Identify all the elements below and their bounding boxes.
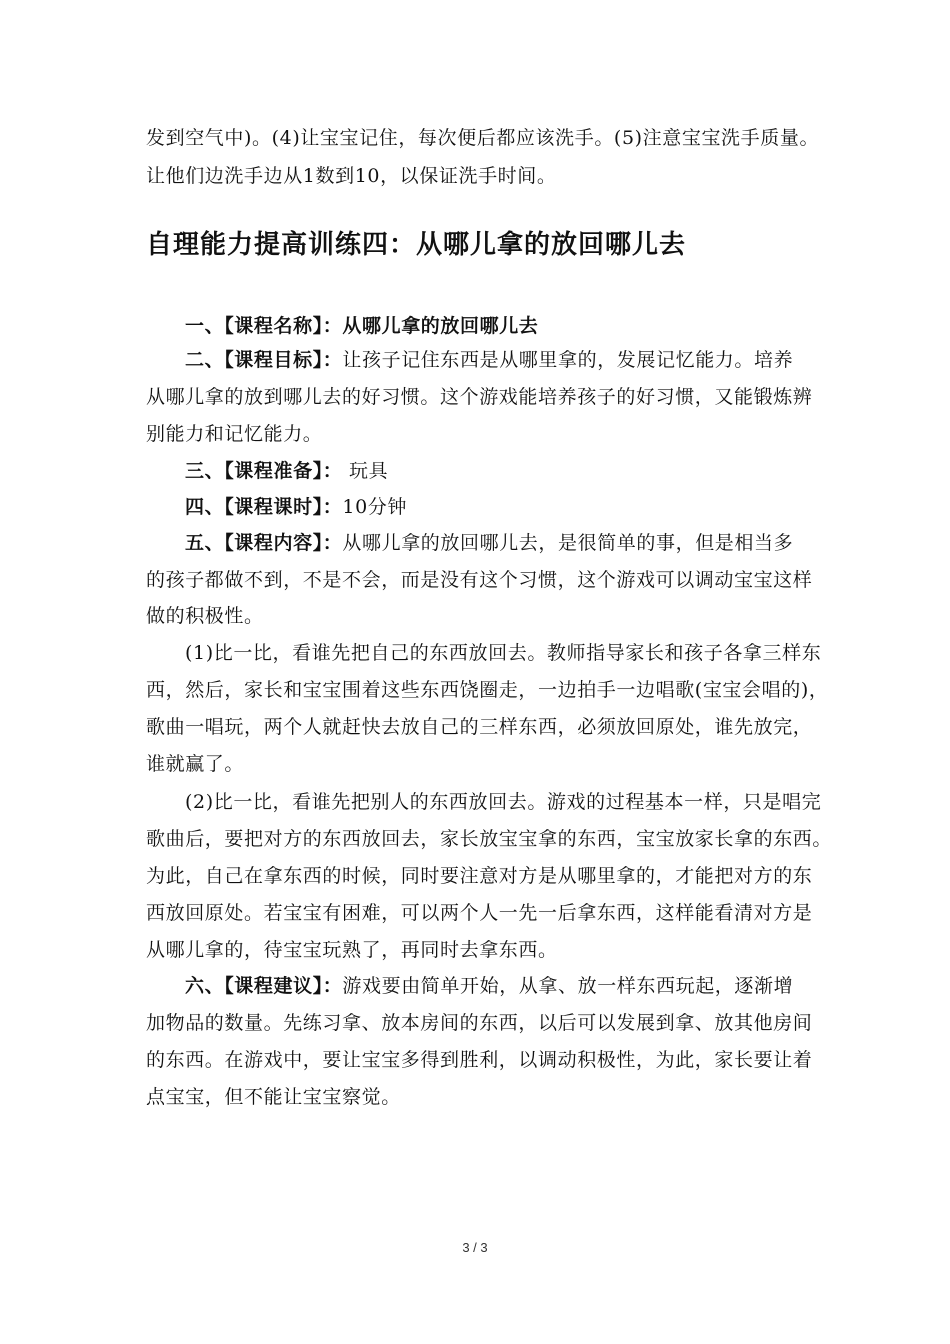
section-title: 自理能力提高训练四：从哪儿拿的放回哪儿去 [146,230,687,260]
item-label: 五、【课程内容】： [185,532,343,554]
item-text: 10分钟 [342,496,407,518]
item-text: 游戏要由简单开始，从拿、放一样东西玩起，逐渐增 [342,975,794,997]
item-label: 四、【课程课时】： [185,496,343,518]
item-label: 三、【课程准备】： [185,460,343,482]
item-course-hours [185,494,407,520]
item-text: 从哪儿拿的放回哪儿去 [342,315,539,337]
paragraph-line: 谁就赢了。 [146,753,245,775]
item-label: 六、【课程建议】： [185,975,343,997]
intro-line: 发到空气中)。(4)让宝宝记住，每次便后都应该洗手。(5)注意宝宝洗手质量。 [146,127,820,149]
paragraph-line: 的东西。在游戏中，要让宝宝多得到胜利，以调动积极性，为此，家长要让着 [146,1049,813,1071]
paragraph-line: 加物品的数量。先练习拿、放本房间的东西，以后可以发展到拿、放其他房间 [146,1012,813,1034]
paragraph-line: 别能力和记忆能力。 [146,423,323,445]
paragraph-line: 西放回原处。若宝宝有困难，可以两个人一先一后拿东西，这样能看清对方是 [146,902,813,924]
item-course-advice [185,973,793,999]
intro-line: 让他们边洗手边从1数到10，以保证洗手时间。 [146,165,557,187]
item-label: 一、【课程名称】： [185,315,343,337]
item-course-prep [185,458,388,484]
item-text: 从哪儿拿的放回哪儿去，是很简单的事，但是相当多 [342,532,794,554]
item-label: 二、【课程目标】： [185,349,343,371]
paragraph-line: 从哪儿拿的，待宝宝玩熟了，再同时去拿东西。 [146,939,558,961]
paragraph-line: 的孩子都做不到，不是不会，而是没有这个习惯，这个游戏可以调动宝宝这样 [146,569,813,591]
item-course-goal [185,347,793,373]
paragraph-line: 从哪儿拿的放到哪儿去的好习惯。这个游戏能培养孩子的好习惯，又能锻炼辨 [146,386,813,408]
item-course-content [185,530,793,556]
paragraph-line: 歌曲后，要把对方的东西放回去，家长放宝宝拿的东西，宝宝放家长拿的东西。 [146,828,833,850]
item-course-name [185,313,538,339]
paragraph-line: 西，然后，家长和宝宝围着这些东西饶圈走，一边拍手一边唱歌(宝宝会唱的)， [146,679,829,701]
paragraph-line: (1)比一比，看谁先把自己的东西放回去。教师指导家长和孩子各拿三样东 [185,642,822,664]
paragraph-line: (2)比一比，看谁先把别人的东西放回去。游戏的过程基本一样，只是唱完 [185,791,822,813]
paragraph-line: 做的积极性。 [146,605,264,627]
item-text: 让孩子记住东西是从哪里拿的，发展记忆能力。培养 [342,349,794,371]
paragraph-line: 歌曲一唱玩，两个人就赶快去放自己的三样东西，必须放回原处，谁先放完， [146,716,813,738]
page-number: 3 / 3 [462,1240,488,1255]
paragraph-line: 点宝宝，但不能让宝宝察觉。 [146,1086,401,1108]
paragraph-line: 为此，自己在拿东西的时候，同时要注意对方是从哪里拿的，才能把对方的东 [146,865,813,887]
item-text: 玩具 [342,460,389,482]
